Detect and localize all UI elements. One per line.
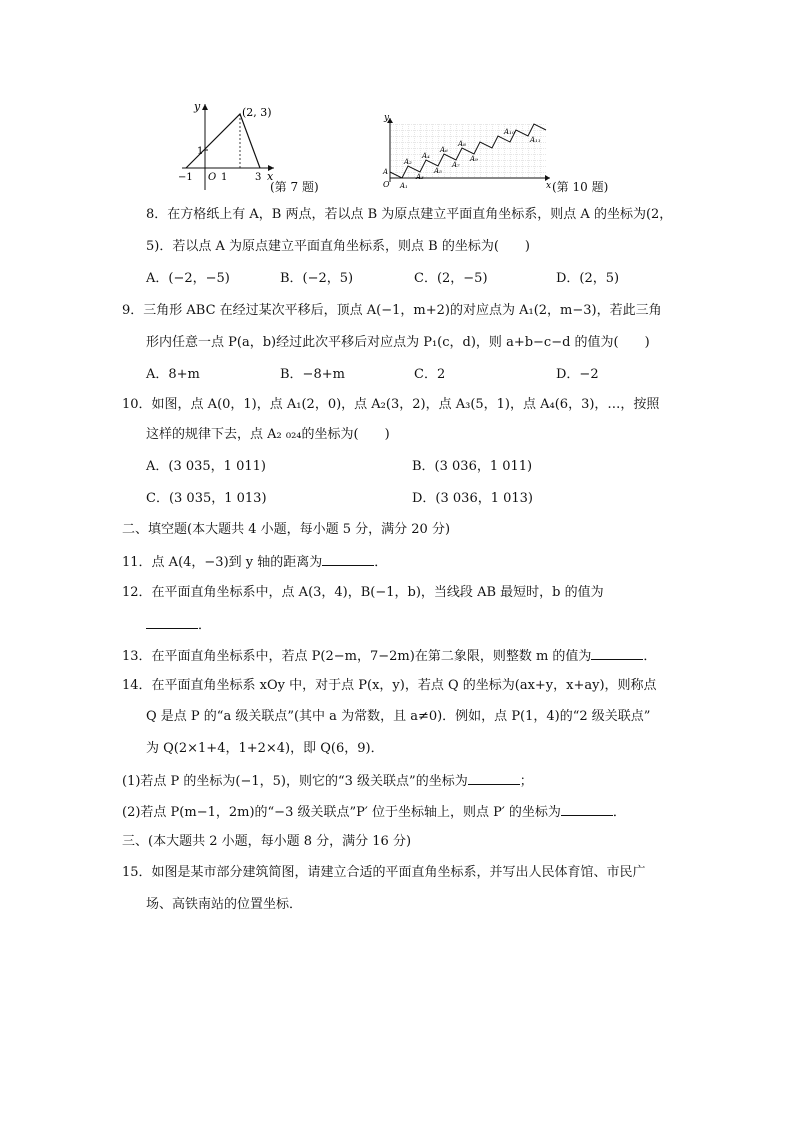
q14-line-2: Q 是点 P 的“a 级关联点”(其中 a 为常数，且 a≠0)．例如，点 P(1，4)的“2 级关联点”: [146, 709, 651, 724]
q11-text: 11．点 A(4，−3)到 y 轴的距离为: [122, 555, 323, 570]
fig10-label-A9: A₉: [470, 155, 478, 163]
fig10-label-A5: A₅: [434, 167, 442, 175]
figure-7-graph: [172, 98, 352, 198]
q8-option-a: A．(−2，−5): [146, 271, 230, 286]
q9-option-a: A．8+m: [146, 367, 200, 382]
q11-end: ．: [374, 555, 388, 570]
q13-end: ．: [643, 649, 657, 664]
q10-option-b: B．(3 036，1 011): [412, 459, 533, 474]
q8-line-1: 8．在方格纸上有 A，B 两点，若以点 B 为原点建立平面直角坐标系，则点 A 的坐标为(2，: [146, 207, 673, 222]
q15-line-2: 场、高铁南站的位置坐标．: [146, 897, 303, 912]
q9-option-c: C．2: [414, 367, 446, 382]
q14-sub-2-answer-blank[interactable]: [561, 802, 613, 816]
q13-text: 13．在平面直角坐标系中，若点 P(2−m，7−2m)在第二象限，则整数 m 的值为: [122, 649, 592, 664]
fig10-label-A7: A₇: [452, 161, 460, 169]
q12-end: ．: [198, 618, 212, 633]
fig10-label-A2: A₂: [404, 158, 412, 166]
fig7-origin: O: [208, 172, 217, 183]
q15-line-1: 15．如图是某市部分建筑简图，请建立合适的平面直角坐标系，并写出人民体育馆、市民广: [122, 865, 646, 880]
q14-sub-2-text: (2)若点 P(m−1，2m)的“−3 级关联点”P′ 位于坐标轴上，则点 P′ 的坐标为: [122, 805, 561, 820]
fig7-x-label: x: [267, 170, 274, 183]
q10-option-c: C．(3 035，1 013): [146, 491, 267, 506]
q12-line-1: 12．在平面直角坐标系中，点 A(3，4)，B(−1，b)，当线段 AB 最短时，b 的值为: [122, 585, 604, 600]
q8-option-d: D．(2，5): [556, 271, 620, 286]
q8-line-2: 5)．若以点 A 为原点建立平面直角坐标系，则点 B 的坐标为( ): [146, 239, 530, 254]
fig10-label-A8: A₈: [458, 140, 466, 148]
q14-sub-1: [122, 771, 533, 791]
q14-sub-1-end: ；: [519, 774, 533, 789]
fig7-tick-neg1: −1: [178, 172, 193, 183]
q10-option-a: A．(3 035，1 011): [146, 459, 266, 474]
q8-option-c: C．(2，−5): [414, 271, 488, 286]
q9-option-b: B．−8+m: [280, 367, 345, 382]
figure-7-caption: (第 7 题): [270, 180, 319, 194]
fig10-label-A11: A₁₁: [530, 136, 541, 144]
fig10-origin: O: [383, 180, 390, 189]
q14-line-3: 为 Q(2×1+4，1+2×4)，即 Q(6，9)．: [146, 741, 384, 756]
fig10-x-label: x: [546, 181, 552, 191]
fig10-label-A3: A₃: [416, 173, 424, 181]
figure-7: [172, 98, 352, 198]
q10-option-d: D．(3 036，1 013): [412, 491, 533, 506]
q11-answer-blank[interactable]: [322, 552, 374, 566]
q10-line-2: 这样的规律下去，点 A₂ ₀₂₄的坐标为( ): [146, 427, 390, 442]
q14-sub-2: [122, 802, 626, 822]
figure-10-caption: (第 10 题): [552, 180, 609, 194]
fig7-tick-1y: 1: [197, 146, 204, 157]
q9-line-2: 形内任意一点 P(a，b)经过此次平移后对应点为 P₁(c，d)，则 a+b−c−d 的值为( ): [146, 335, 650, 350]
figure-10: [378, 112, 558, 192]
fig10-label-A10: A₁₀: [504, 128, 515, 136]
q14-sub-1-answer-blank[interactable]: [468, 771, 520, 785]
q13: [122, 646, 656, 666]
section-2-heading: 二、填空题(本大题共 4 小题，每小题 5 分，满分 20 分): [122, 522, 451, 537]
q12-line-2: [146, 615, 211, 635]
fig7-tick-3x: 3: [255, 172, 262, 183]
fig7-tick-1x: 1: [221, 172, 228, 183]
fig10-y-label: y: [384, 113, 390, 123]
figure-10-graph: [378, 112, 558, 192]
q14-line-1: 14．在平面直角坐标系 xOy 中，对于点 P(x，y)，若点 Q 的坐标为(ax+y，x+ay)，则称点: [122, 678, 657, 693]
fig10-label-A: A: [383, 168, 389, 176]
q14-sub-2-end: ．: [612, 805, 626, 820]
q12-answer-blank[interactable]: [146, 615, 198, 629]
q13-answer-blank[interactable]: [591, 646, 643, 660]
q11: [122, 552, 387, 572]
fig10-label-A6: A₆: [440, 146, 448, 154]
section-3-heading: 三、(本大题共 2 小题，每小题 8 分，满分 16 分): [122, 834, 412, 849]
fig10-label-A4: A₄: [422, 152, 430, 160]
q9-option-d: D．−2: [556, 367, 599, 382]
fig7-y-label: y: [194, 100, 201, 113]
q14-sub-1-text: (1)若点 P 的坐标为(−1，5)，则它的“3 级关联点”的坐标为: [122, 774, 468, 789]
fig10-label-A1: A₁: [400, 182, 408, 190]
q8-option-b: B．(−2，5): [280, 271, 354, 286]
q9-line-1: 9．三角形 ABC 在经过某次平移后，顶点 A(−1，m+2)的对应点为 A₁(2，m−3)，若此三角: [122, 303, 662, 318]
fig7-point-label: (2, 3): [242, 106, 272, 119]
q10-line-1: 10．如图，点 A(0，1)，点 A₁(2，0)，点 A₂(3，2)，点 A₃(5，1)，点 A₄(6，3)，…，按照: [122, 397, 660, 412]
